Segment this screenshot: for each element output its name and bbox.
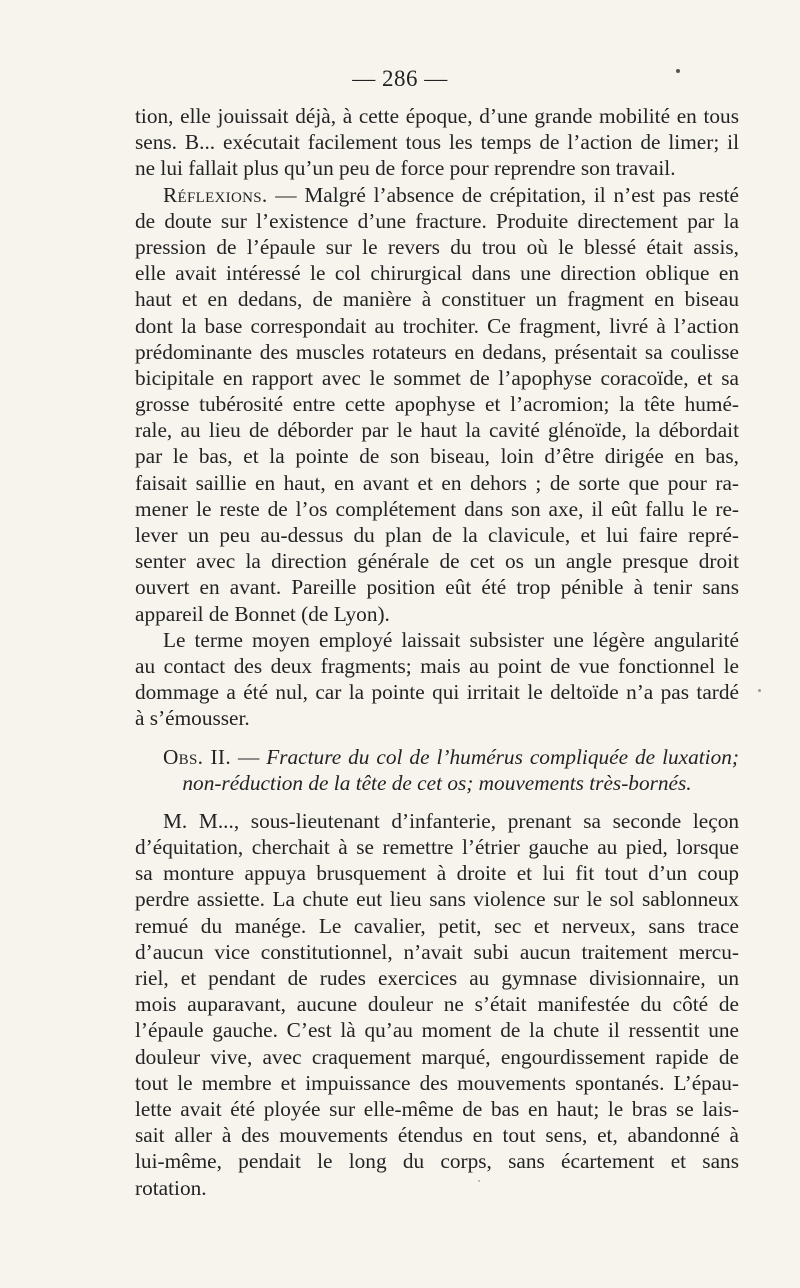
ink-speck (676, 69, 680, 73)
text-line: sens. B... exécutait facilement tous les temps de l’action de limer; il (135, 130, 739, 155)
text-line: M. M..., sous-lieutenant d’infanterie, prenant sa seconde leçon (163, 808, 739, 833)
text-line: dont la base correspondait au trochiter. Ce fragment, livré à l’action (135, 313, 739, 338)
text-line: pression de l’épaule sur le revers du trou où le blessé était assis, (135, 234, 739, 259)
text-line: lette avait été ployée sur elle-même de bas en haut; le bras se lais- (135, 1096, 739, 1121)
text-line: riel, et pendant de rudes exercices au gymnase divisionnaire, un (135, 966, 739, 990)
text-line: tion, elle jouissait déjà, à cette époque, d’une grande mobilité en tous (135, 104, 739, 128)
text-line (135, 744, 739, 770)
text-line: Le terme moyen employé laissait subsister une légère angularité (163, 627, 739, 652)
text-line: tout le membre et impuissance des mouvements spontanés. L’épau- (135, 1070, 739, 1095)
text-line: grosse tubérosité entre cette apophyse et l’acromion; la tête humé- (135, 392, 739, 417)
ink-speck (758, 689, 761, 692)
reflexions-paragraph (135, 182, 739, 627)
text-line: d’équitation, cherchait à se remettre l’étrier gauche au pied, lorsque (135, 835, 739, 860)
reflexions-first-line: — Malgré l’absence de crépitation, il n’est pas resté (267, 182, 739, 207)
text-line: senter avec la direction générale de cet os un angle presque droit (135, 549, 739, 574)
observation-heading (135, 744, 739, 796)
text-line: prédominante des muscles rotateurs en dedans, présentait sa coulisse (135, 339, 739, 364)
text-line: sa monture appuya brusquement à droite et lui fit tout d’un coup (135, 861, 739, 886)
text-line: sait aller à des mouvements étendus en tout sens, et, abandonné à (135, 1123, 739, 1148)
text-line: remué du manége. Le cavalier, petit, sec et nerveux, sans trace (135, 913, 739, 938)
reflexions-label: Réflexions. (163, 182, 268, 207)
text-line: au contact des deux fragments; mais au point de vue fonctionnel le (135, 653, 739, 678)
text-line: rale, au lieu de déborder par le haut la cavité glénoïde, la débordait (135, 418, 739, 443)
text-line: lui-même, pendait le long du corps, sans écartement et sans (135, 1149, 739, 1174)
text-line: faisait saillie en haut, en avant et en dehors ; de sorte que pour ra- (135, 470, 739, 495)
text-line: douleur vive, avec craquement marqué, engourdissement rapide de (135, 1044, 739, 1069)
section-gap (135, 796, 739, 808)
page-number: — 286 — (352, 66, 448, 91)
text-line: ouvert en avant. Pareille position eût été trop pénible à tenir sans (135, 575, 739, 600)
text-line: perdre assiette. La chute eut lieu sans violence sur le sol sablonneux (135, 887, 739, 912)
paragraph-terme-moyen (135, 627, 739, 732)
text-line: ne lui fallait plus qu’un peu de force pour reprendre son travail. (135, 156, 676, 181)
page-body (135, 103, 739, 1201)
text-line: mener le reste de l’os complétement dans son axe, il eût fallu le re- (135, 496, 739, 521)
text-line: d’aucun vice constitutionnel, n’avait subi aucun traitement mercu- (135, 939, 739, 964)
ink-speck (478, 1180, 480, 1182)
observation-title-line2: non-réduction de la tête de cet os; mouvements très-bornés. (182, 770, 692, 795)
text-line: bicipitale en rapport avec le sommet de l’apophyse coracoïde, et sa (135, 365, 739, 390)
text-line: appareil de Bonnet (de Lyon). (135, 601, 390, 626)
observation-dash: — (230, 744, 267, 769)
text-line (135, 182, 739, 208)
text-line: haut et en dedans, de manière à constituer un fragment en biseau (135, 287, 739, 312)
text-line: dommage a été nul, car la pointe qui irritait le deltoïde n’a pas tardé (135, 680, 739, 705)
observation-label: Obs. II. (163, 744, 231, 769)
text-line: par le bas, et la pointe de son biseau, loin d’être dirigée en bas, (135, 444, 739, 469)
observation-title-line1: Fracture du col de l’humérus compliquée de luxation; (266, 744, 739, 769)
text-line: rotation. (135, 1175, 207, 1200)
text-line: de doute sur l’existence d’une fracture. Produite directement par la (135, 208, 739, 233)
text-line: mois auparavant, aucune douleur ne s’était manifestée du côté de (135, 992, 739, 1017)
text-line: à s’émousser. (135, 706, 250, 731)
text-line: elle avait intéressé le col chirurgical dans une direction oblique en (135, 261, 739, 286)
paragraph-case-description (135, 808, 739, 1201)
paragraph-continuation (135, 103, 739, 182)
text-line: lever un peu au-dessus du plan de la clavicule, et lui faire repré- (135, 523, 739, 547)
text-line: l’épaule gauche. C’est là qu’au moment de la chute il ressentit une (135, 1018, 739, 1043)
section-gap (135, 732, 739, 744)
